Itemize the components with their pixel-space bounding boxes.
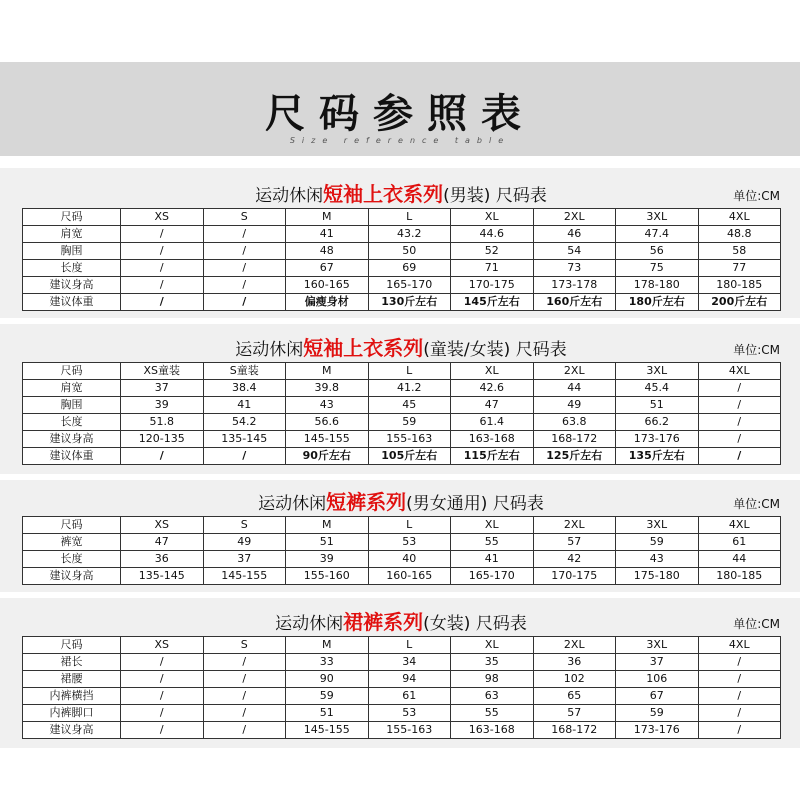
table-cell: 41.2 [368, 380, 451, 397]
table-cell: / [203, 243, 286, 260]
table-cell: 173-176 [616, 722, 699, 739]
table-cell: 58 [698, 243, 781, 260]
row-label-cell: 长度 [23, 260, 121, 277]
row-label-cell: 建议体重 [23, 448, 121, 465]
table-cell: 63 [451, 688, 534, 705]
table-cell: / [203, 226, 286, 243]
table-cell: / [698, 705, 781, 722]
section-title-prefix: 运动休闲 [235, 340, 304, 360]
row-label-cell: 肩宽 [23, 226, 121, 243]
table-cell: 106 [616, 671, 699, 688]
table-cell: 43.2 [368, 226, 451, 243]
table-cell: 67 [286, 260, 369, 277]
table-cell: 49 [203, 534, 286, 551]
size-section-mens-tee [22, 178, 780, 311]
size-header-cell: S [203, 637, 286, 654]
table-cell: 168-172 [533, 431, 616, 448]
table-cell: 94 [368, 671, 451, 688]
section-title-prefix: 运动休闲 [258, 494, 327, 514]
size-header-cell: 3XL [616, 637, 699, 654]
size-header-cell: XS [121, 209, 204, 226]
size-header-cell: XL [451, 517, 534, 534]
size-header-cell: 2XL [533, 637, 616, 654]
table-cell: 48 [286, 243, 369, 260]
table-cell: / [698, 414, 781, 431]
section-title [22, 332, 780, 361]
table-cell: 173-178 [533, 277, 616, 294]
table-cell: / [203, 671, 286, 688]
table-cell: 155-163 [368, 722, 451, 739]
table-cell: / [698, 688, 781, 705]
size-header-cell: L [368, 517, 451, 534]
section-title-suffix: (女装) 尺码表 [423, 614, 527, 634]
table-cell: / [203, 294, 286, 311]
section-title-highlight: 短袖上衣系列 [303, 336, 424, 360]
table-cell: 66.2 [616, 414, 699, 431]
size-section-skort [22, 606, 780, 739]
table-cell: 34 [368, 654, 451, 671]
size-header-cell: L [368, 363, 451, 380]
table-cell: / [203, 448, 286, 465]
table-cell: / [203, 722, 286, 739]
row-label-cell: 裙长 [23, 654, 121, 671]
table-cell: 178-180 [616, 277, 699, 294]
size-header-cell: XS童装 [121, 363, 204, 380]
table-cell: 180-185 [698, 277, 781, 294]
table-cell: / [121, 671, 204, 688]
table-cell: 47.4 [616, 226, 699, 243]
size-header-cell: XL [451, 363, 534, 380]
table-cell: 180斤左右 [616, 294, 699, 311]
size-header-cell: 4XL [698, 209, 781, 226]
table-cell: 44 [533, 380, 616, 397]
table-cell: / [698, 431, 781, 448]
table-cell: 39.8 [286, 380, 369, 397]
table-cell: 160-165 [286, 277, 369, 294]
size-header-cell: XS [121, 517, 204, 534]
table-cell: 130斤左右 [368, 294, 451, 311]
row-label-cell: 裙腰 [23, 671, 121, 688]
section-title [22, 178, 780, 207]
table-row [23, 705, 781, 722]
table-cell: 115斤左右 [451, 448, 534, 465]
table-cell: 44.6 [451, 226, 534, 243]
row-label-cell: 尺码 [23, 209, 121, 226]
table-row [23, 243, 781, 260]
table-cell: 165-170 [368, 277, 451, 294]
table-cell: / [121, 294, 204, 311]
row-label-cell: 尺码 [23, 637, 121, 654]
table-header-row [23, 363, 781, 380]
size-header-cell: 3XL [616, 517, 699, 534]
size-header-cell: 4XL [698, 517, 781, 534]
table-cell: / [203, 654, 286, 671]
table-cell: 73 [533, 260, 616, 277]
table-cell: 155-163 [368, 431, 451, 448]
table-cell: / [121, 226, 204, 243]
table-row [23, 448, 781, 465]
table-cell: 41 [286, 226, 369, 243]
table-row [23, 654, 781, 671]
size-header-cell: 2XL [533, 517, 616, 534]
table-cell: 163-168 [451, 431, 534, 448]
table-cell: 200斤左右 [698, 294, 781, 311]
unit-label: 单位:CM [733, 189, 780, 203]
row-label-cell: 胸围 [23, 397, 121, 414]
table-cell: 63.8 [533, 414, 616, 431]
row-label-cell: 建议身高 [23, 277, 121, 294]
table-row [23, 534, 781, 551]
section-title-suffix: (男装) 尺码表 [443, 186, 547, 206]
unit-label: 单位:CM [733, 497, 780, 511]
row-label-cell: 尺码 [23, 363, 121, 380]
table-cell: 59 [286, 688, 369, 705]
size-section-kids-womens-tee [22, 332, 780, 465]
table-cell: 53 [368, 705, 451, 722]
table-cell: 61 [698, 534, 781, 551]
size-header-cell: 4XL [698, 637, 781, 654]
section-title-highlight: 短裤系列 [326, 490, 407, 514]
table-cell: 57 [533, 534, 616, 551]
table-cell: 135-145 [121, 568, 204, 585]
table-cell: 170-175 [451, 277, 534, 294]
table-cell: / [121, 260, 204, 277]
table-cell: 51 [286, 534, 369, 551]
table-row [23, 260, 781, 277]
section-title [22, 486, 780, 515]
table-row [23, 277, 781, 294]
table-cell: / [698, 380, 781, 397]
table-cell: 57 [533, 705, 616, 722]
table-cell: 90 [286, 671, 369, 688]
section-header [22, 486, 780, 516]
row-label-cell: 建议身高 [23, 568, 121, 585]
table-cell: 77 [698, 260, 781, 277]
table-cell: 98 [451, 671, 534, 688]
row-label-cell: 尺码 [23, 517, 121, 534]
table-cell: 135-145 [203, 431, 286, 448]
table-row [23, 671, 781, 688]
table-cell: 56 [616, 243, 699, 260]
table-cell: / [121, 243, 204, 260]
table-cell: / [698, 654, 781, 671]
table-cell: 173-176 [616, 431, 699, 448]
size-header-cell: 3XL [616, 363, 699, 380]
table-cell: 90斤左右 [286, 448, 369, 465]
table-cell: 44 [698, 551, 781, 568]
row-label-cell: 长度 [23, 551, 121, 568]
row-label-cell: 建议身高 [23, 431, 121, 448]
table-header-row [23, 517, 781, 534]
section-title-suffix: (童装/女装) 尺码表 [423, 340, 567, 360]
unit-label: 单位:CM [733, 617, 780, 631]
size-header-cell: 2XL [533, 363, 616, 380]
page-title: 尺码参照表 [265, 91, 535, 137]
header-banner [0, 62, 800, 156]
size-header-cell: 2XL [533, 209, 616, 226]
table-row [23, 551, 781, 568]
table-cell: 46 [533, 226, 616, 243]
table-cell: 偏瘦身材 [286, 294, 369, 311]
table-cell: 42.6 [451, 380, 534, 397]
table-cell: / [121, 722, 204, 739]
section-header [22, 178, 780, 208]
table-header-row [23, 637, 781, 654]
table-cell: 37 [121, 380, 204, 397]
table-cell: / [698, 722, 781, 739]
table-cell: 43 [616, 551, 699, 568]
table-cell: 42 [533, 551, 616, 568]
table-cell: 65 [533, 688, 616, 705]
table-cell: 105斤左右 [368, 448, 451, 465]
table-cell: / [121, 654, 204, 671]
row-label-cell: 裤宽 [23, 534, 121, 551]
table-cell: 35 [451, 654, 534, 671]
section-header [22, 332, 780, 362]
table-cell: 155-160 [286, 568, 369, 585]
table-cell: 36 [533, 654, 616, 671]
table-cell: 48.8 [698, 226, 781, 243]
table-cell: / [121, 688, 204, 705]
table-cell: 45.4 [616, 380, 699, 397]
table-cell: 47 [121, 534, 204, 551]
row-label-cell: 内裤横挡 [23, 688, 121, 705]
table-cell: 55 [451, 534, 534, 551]
table-cell: / [203, 705, 286, 722]
row-label-cell: 胸围 [23, 243, 121, 260]
table-cell: 61 [368, 688, 451, 705]
table-cell: 49 [533, 397, 616, 414]
row-label-cell: 建议身高 [23, 722, 121, 739]
table-cell: 59 [368, 414, 451, 431]
size-header-cell: S [203, 209, 286, 226]
size-header-cell: L [368, 209, 451, 226]
table-cell: 71 [451, 260, 534, 277]
table-cell: 168-172 [533, 722, 616, 739]
table-cell: 52 [451, 243, 534, 260]
size-header-cell: 3XL [616, 209, 699, 226]
table-cell: / [121, 277, 204, 294]
table-cell: 102 [533, 671, 616, 688]
size-table [22, 362, 781, 465]
table-cell: 145-155 [203, 568, 286, 585]
table-cell: 75 [616, 260, 699, 277]
table-cell: 39 [286, 551, 369, 568]
table-cell: 51.8 [121, 414, 204, 431]
table-row [23, 568, 781, 585]
size-section-shorts [22, 486, 780, 585]
table-header-row [23, 209, 781, 226]
size-table [22, 636, 781, 739]
size-header-cell: M [286, 363, 369, 380]
table-cell: 145-155 [286, 431, 369, 448]
table-cell: 38.4 [203, 380, 286, 397]
size-header-cell: 4XL [698, 363, 781, 380]
table-cell: / [203, 277, 286, 294]
table-row [23, 380, 781, 397]
table-cell: 54.2 [203, 414, 286, 431]
section-title-prefix: 运动休闲 [275, 614, 344, 634]
table-cell: 41 [451, 551, 534, 568]
table-cell: 39 [121, 397, 204, 414]
table-cell: / [698, 671, 781, 688]
table-cell: / [203, 260, 286, 277]
table-cell: / [121, 705, 204, 722]
size-header-cell: S童装 [203, 363, 286, 380]
table-cell: 51 [616, 397, 699, 414]
table-cell: 45 [368, 397, 451, 414]
table-cell: 67 [616, 688, 699, 705]
table-cell: 165-170 [451, 568, 534, 585]
table-cell: 61.4 [451, 414, 534, 431]
table-cell: 40 [368, 551, 451, 568]
section-title [22, 606, 780, 635]
table-cell: 175-180 [616, 568, 699, 585]
table-cell: 180-185 [698, 568, 781, 585]
row-label-cell: 建议体重 [23, 294, 121, 311]
table-cell: 59 [616, 534, 699, 551]
table-cell: / [203, 688, 286, 705]
table-cell: / [121, 448, 204, 465]
table-cell: 37 [616, 654, 699, 671]
size-header-cell: M [286, 517, 369, 534]
table-row [23, 226, 781, 243]
section-title-prefix: 运动休闲 [255, 186, 324, 206]
table-cell: 160-165 [368, 568, 451, 585]
table-cell: 145斤左右 [451, 294, 534, 311]
table-cell: 135斤左右 [616, 448, 699, 465]
table-cell: 120-135 [121, 431, 204, 448]
table-cell: 56.6 [286, 414, 369, 431]
table-cell: 53 [368, 534, 451, 551]
table-cell: 125斤左右 [533, 448, 616, 465]
table-cell: 170-175 [533, 568, 616, 585]
table-cell: 54 [533, 243, 616, 260]
table-cell: 50 [368, 243, 451, 260]
table-cell: 160斤左右 [533, 294, 616, 311]
size-header-cell: L [368, 637, 451, 654]
table-cell: / [698, 397, 781, 414]
table-cell: 145-155 [286, 722, 369, 739]
section-title-suffix: (男女通用) 尺码表 [406, 494, 544, 514]
size-table [22, 516, 781, 585]
size-header-cell: XL [451, 209, 534, 226]
table-row [23, 414, 781, 431]
table-cell: 47 [451, 397, 534, 414]
unit-label: 单位:CM [733, 343, 780, 357]
size-header-cell: S [203, 517, 286, 534]
table-row [23, 294, 781, 311]
table-cell: 41 [203, 397, 286, 414]
table-row [23, 397, 781, 414]
size-header-cell: M [286, 637, 369, 654]
section-header [22, 606, 780, 636]
table-cell: / [698, 448, 781, 465]
table-cell: 43 [286, 397, 369, 414]
section-title-highlight: 短袖上衣系列 [323, 182, 444, 206]
size-header-cell: XS [121, 637, 204, 654]
row-label-cell: 肩宽 [23, 380, 121, 397]
row-label-cell: 内裤脚口 [23, 705, 121, 722]
table-cell: 51 [286, 705, 369, 722]
size-header-cell: XL [451, 637, 534, 654]
section-title-highlight: 裙裤系列 [343, 610, 424, 634]
table-cell: 55 [451, 705, 534, 722]
table-cell: 33 [286, 654, 369, 671]
table-cell: 69 [368, 260, 451, 277]
size-header-cell: M [286, 209, 369, 226]
table-cell: 36 [121, 551, 204, 568]
table-row [23, 688, 781, 705]
table-cell: 59 [616, 705, 699, 722]
table-cell: 163-168 [451, 722, 534, 739]
table-row [23, 431, 781, 448]
table-row [23, 722, 781, 739]
table-cell: 37 [203, 551, 286, 568]
size-table [22, 208, 781, 311]
row-label-cell: 长度 [23, 414, 121, 431]
page-subtitle: Size reference table [289, 136, 511, 145]
